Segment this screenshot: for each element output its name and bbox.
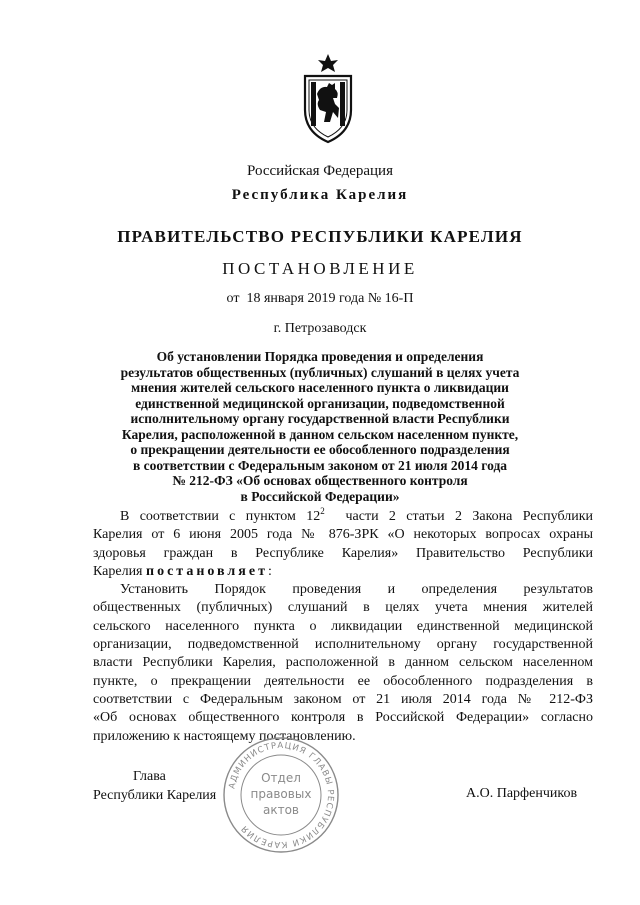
- stamp-ring-text: АДМИНИСТРАЦИЯ ГЛАВЫ РЕСПУБЛИКИ КАРЕЛИЯ: [227, 740, 336, 850]
- title-line: результатов общественных (публичных) слушаний в целях учета: [120, 364, 520, 380]
- government-heading: ПРАВИТЕЛЬСТВО РЕСПУБЛИКИ КАРЕЛИЯ: [117, 227, 523, 246]
- stamp-line: Отдел: [261, 771, 301, 785]
- title-line: исполнительному органу государственной власти Республики: [130, 411, 510, 426]
- signatory-role: [93, 768, 216, 805]
- document-type: ПОСТАНОВЛЕНИЕ: [222, 259, 418, 278]
- document-title: [112, 349, 528, 504]
- title-line: в соответствии с Федеральным законом от 21 июля 2014 года: [132, 457, 508, 473]
- federation-line: Российская Федерация: [247, 163, 393, 179]
- resolves-word: постановляет: [146, 563, 268, 579]
- title-line: Карелия, расположенной в данном сельском населенном пункте,: [121, 426, 519, 442]
- document-city: г. Петрозаводск: [273, 321, 367, 336]
- title-line: мнения жителей сельского населенного пункта о ликвидации: [131, 380, 509, 395]
- stamp-line: актов: [262, 803, 300, 817]
- body-text: В соответствии с пунктом 12: [120, 509, 321, 524]
- title-line: в Российской Федерации»: [240, 488, 400, 504]
- title-line: Об установлении Порядка проведения и определения: [156, 349, 484, 364]
- body-text: части 2 статьи 2 Закона Республики: [324, 509, 593, 524]
- body-text: :: [267, 563, 272, 579]
- body-line: сельского населенного пункта о ликвидации единственной медицинской: [93, 618, 593, 634]
- body-line: здоровья граждан в Республике Карелия» Правительство Республики: [93, 545, 593, 561]
- body-line: Установить Порядок проведения и определения результатов: [120, 582, 593, 598]
- body-line: власти Республики Карелия, расположенной в данном сельском населенном: [93, 655, 593, 671]
- document-body: [93, 508, 593, 746]
- body-line: [93, 563, 593, 581]
- karelia-coat-of-arms-icon: [302, 52, 354, 144]
- body-line: [93, 508, 593, 526]
- republic-line: Республика Карелия: [231, 187, 409, 203]
- body-line: Карелия от 6 июня 2005 года № 876-ЗРК «О некоторых вопросах охраны: [93, 527, 593, 543]
- signatory-role-line: Глава: [133, 769, 166, 784]
- body-line: «Об основах общественного контроля в Российской Федерации» согласно: [93, 710, 593, 726]
- body-line: пункте, о прекращении деятельности ее обособленного подразделения в: [93, 673, 593, 689]
- body-line: соответствии с Федеральным законом от 21 июля 2014 года № 212-ФЗ: [93, 691, 593, 707]
- body-line: приложению к настоящему постановлению.: [93, 728, 356, 744]
- title-line: о прекращении деятельности ее обособленного подразделения: [130, 442, 510, 457]
- title-line: единственной медицинской организации, подведомственной: [135, 395, 505, 411]
- body-line: общественных (публичных) слушаний в целях учета мнения жителей: [93, 600, 593, 616]
- title-line: № 212-ФЗ «Об основах общественного контроля: [172, 473, 468, 488]
- signatory-name: А.О. Парфенчиков: [466, 786, 578, 801]
- body-line: организации, подведомственной исполнительному органу государственной: [93, 637, 593, 653]
- signatory-role-line: Республики Карелия: [93, 787, 217, 803]
- superscript: 2: [320, 506, 325, 516]
- legal-acts-stamp: [222, 736, 340, 854]
- stamp-line: правовых: [250, 787, 312, 801]
- body-text: Карелия: [93, 563, 146, 579]
- document-date: от 18 января 2019 года № 16-П: [226, 291, 414, 306]
